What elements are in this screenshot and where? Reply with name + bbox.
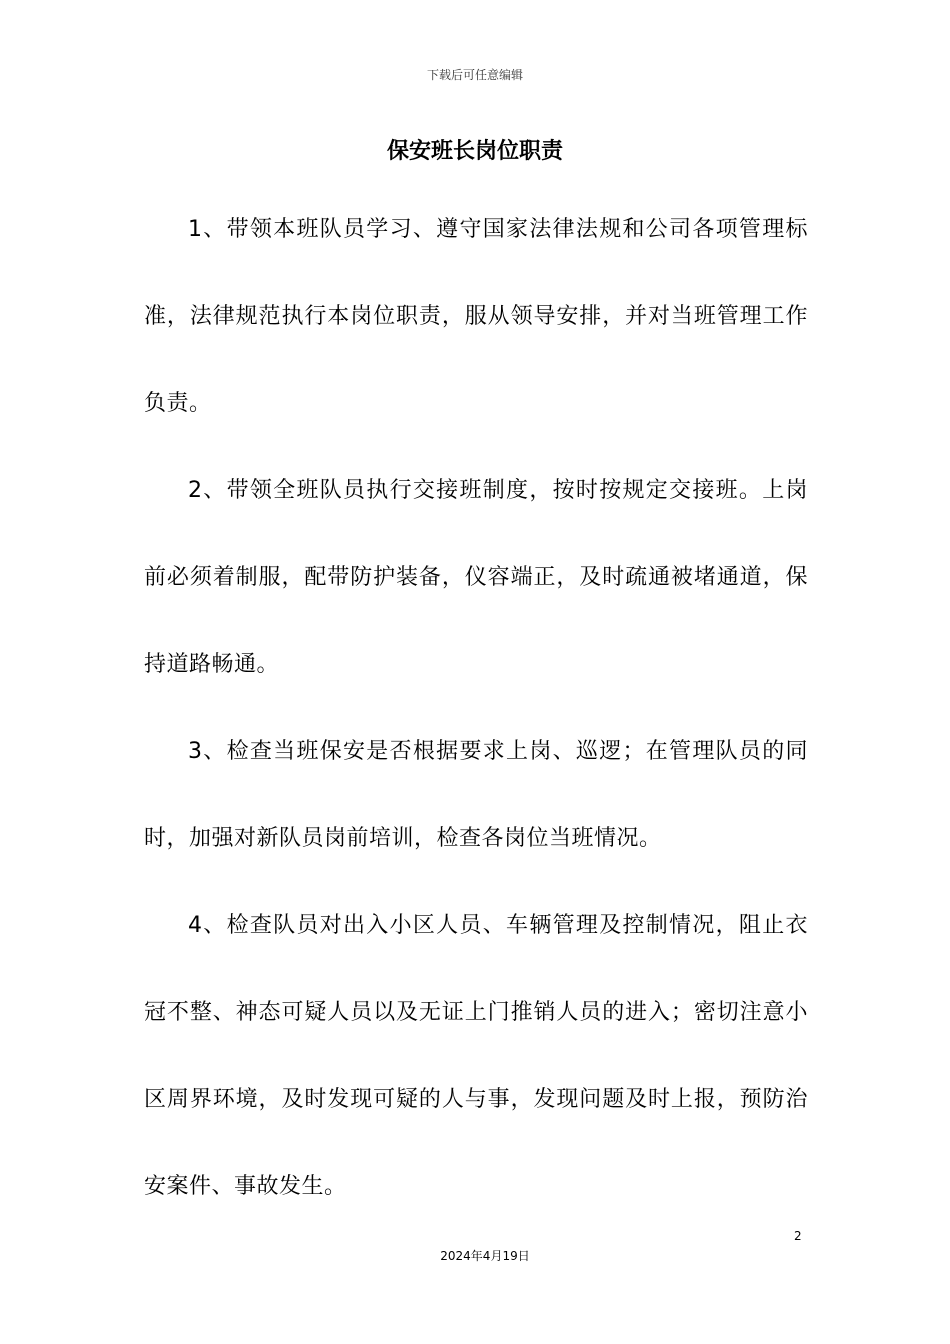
paragraph-1: 1、带领本班队员学习、遵守国家法律法规和公司各项管理标准，法律规范执行本岗位职责，服从领导安排，并对当班管理工作负责。 xyxy=(144,217,808,416)
paragraph-2: 2、带领全班队员执行交接班制度，按时按规定交接班。上岗前必须着制服，配带防护装备，仪容端正，及时疏通被堵通道，保持道路畅通。 xyxy=(144,478,808,677)
page-header-note: 下载后可任意编辑 xyxy=(426,68,523,82)
page-number: 2 xyxy=(794,1229,802,1243)
document-body xyxy=(144,186,808,1230)
paragraph-3: 3、检查当班保安是否根据要求上岗、巡逻；在管理队员的同时，加强对新队员岗前培训，检查各岗位当班情况。 xyxy=(144,739,808,851)
document-title: 保安班长岗位职责 xyxy=(386,139,563,164)
footer-date: 2024年4月19日 xyxy=(440,1249,530,1263)
paragraph-4: 4、检查队员对出入小区人员、车辆管理及控制情况，阻止衣冠不整、神态可疑人员以及无证上门推销人员的进入；密切注意小区周界环境，及时发现可疑的人与事，发现问题及时上报，预防治安案件、事故发生。 xyxy=(144,913,808,1199)
